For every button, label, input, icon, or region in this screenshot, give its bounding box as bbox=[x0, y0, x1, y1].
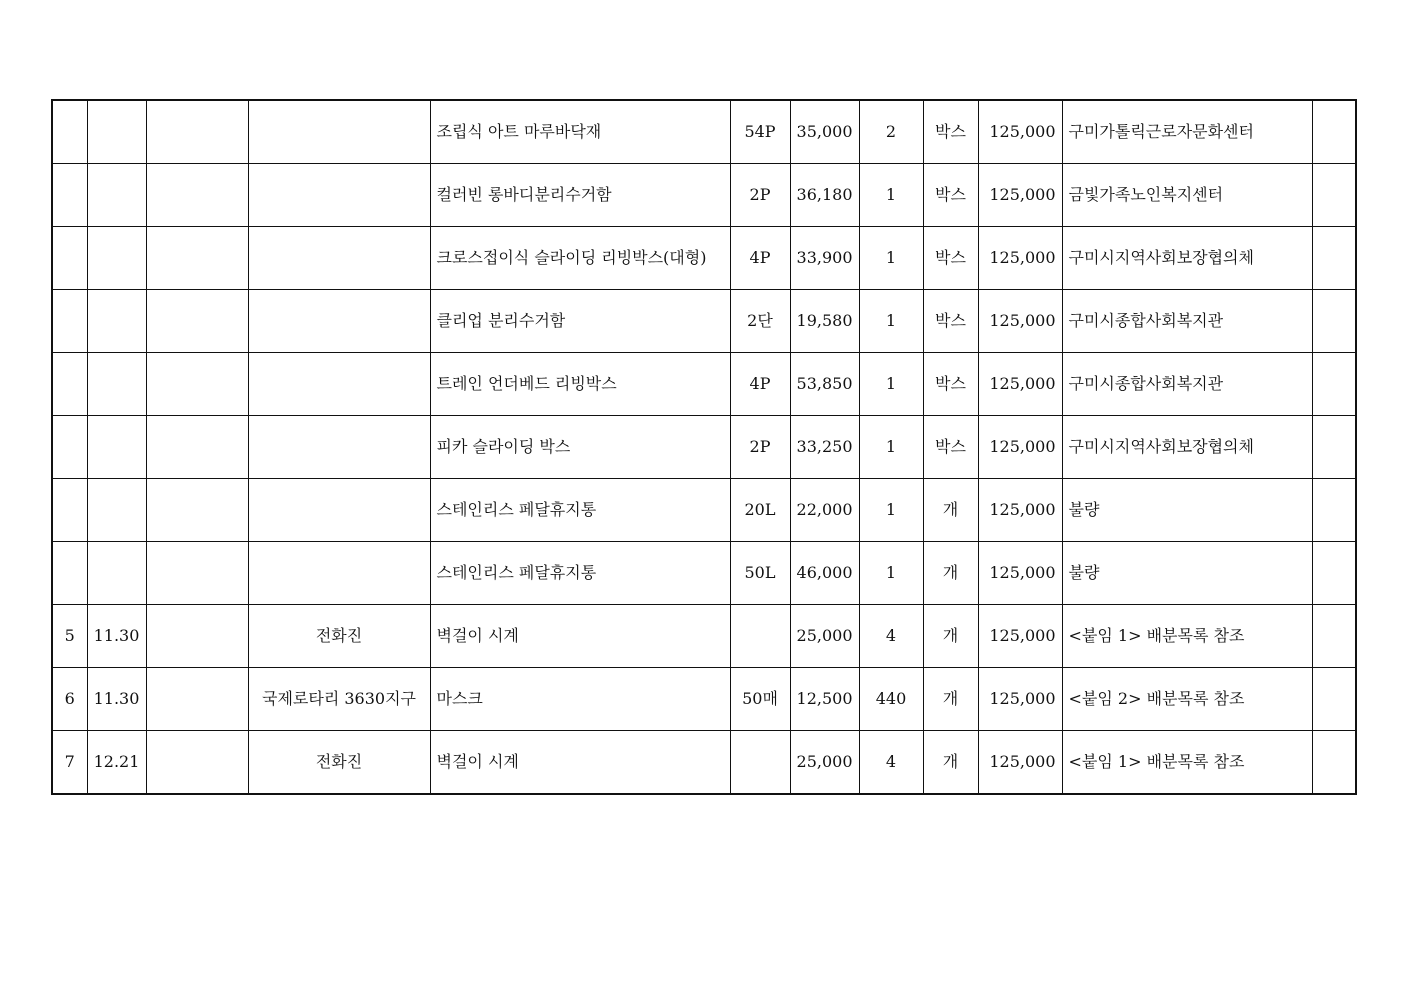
cell-spec: 2단 bbox=[730, 290, 790, 353]
cell-spec: 2P bbox=[730, 416, 790, 479]
cell-unit: 박스 bbox=[923, 416, 978, 479]
cell-no: 7 bbox=[52, 731, 87, 795]
cell-date bbox=[87, 479, 146, 542]
cell-no bbox=[52, 227, 87, 290]
cell-destination: 구미가톨릭근로자문화센터 bbox=[1062, 100, 1312, 164]
cell-qty: 1 bbox=[859, 164, 923, 227]
cell-qty: 1 bbox=[859, 416, 923, 479]
cell-donor bbox=[248, 479, 430, 542]
cell-date: 11.30 bbox=[87, 668, 146, 731]
cell-amount: 125,000 bbox=[978, 353, 1062, 416]
cell-unit: 박스 bbox=[923, 100, 978, 164]
table-row bbox=[52, 605, 1356, 668]
cell-qty: 1 bbox=[859, 353, 923, 416]
cell-no bbox=[52, 542, 87, 605]
cell-blank bbox=[146, 100, 248, 164]
cell-price: 25,000 bbox=[790, 731, 859, 795]
cell-blank bbox=[146, 605, 248, 668]
cell-item: 벽걸이 시계 bbox=[430, 605, 730, 668]
table-row bbox=[52, 353, 1356, 416]
cell-spec bbox=[730, 731, 790, 795]
cell-item: 스테인리스 페달휴지통 bbox=[430, 479, 730, 542]
cell-blank bbox=[146, 479, 248, 542]
cell-note bbox=[1312, 164, 1356, 227]
cell-spec: 20L bbox=[730, 479, 790, 542]
cell-donor bbox=[248, 164, 430, 227]
cell-item: 컬러빈 롱바디분리수거함 bbox=[430, 164, 730, 227]
cell-item: 크로스접이식 슬라이딩 리빙박스(대형) bbox=[430, 227, 730, 290]
cell-amount: 125,000 bbox=[978, 479, 1062, 542]
cell-price: 35,000 bbox=[790, 100, 859, 164]
cell-amount: 125,000 bbox=[978, 542, 1062, 605]
cell-qty: 4 bbox=[859, 731, 923, 795]
cell-spec: 2P bbox=[730, 164, 790, 227]
cell-spec: 54P bbox=[730, 100, 790, 164]
cell-destination: 구미시종합사회복지관 bbox=[1062, 290, 1312, 353]
cell-date bbox=[87, 100, 146, 164]
cell-spec: 50L bbox=[730, 542, 790, 605]
cell-price: 25,000 bbox=[790, 605, 859, 668]
cell-unit: 박스 bbox=[923, 290, 978, 353]
table-row bbox=[52, 164, 1356, 227]
cell-item: 스테인리스 페달휴지통 bbox=[430, 542, 730, 605]
table-row bbox=[52, 731, 1356, 795]
cell-no bbox=[52, 353, 87, 416]
cell-item: 마스크 bbox=[430, 668, 730, 731]
cell-amount: 125,000 bbox=[978, 100, 1062, 164]
cell-qty: 440 bbox=[859, 668, 923, 731]
cell-amount: 125,000 bbox=[978, 164, 1062, 227]
cell-date bbox=[87, 227, 146, 290]
cell-destination: <붙임 2> 배분목록 참조 bbox=[1062, 668, 1312, 731]
table-row bbox=[52, 479, 1356, 542]
cell-item: 조립식 아트 마루바닥재 bbox=[430, 100, 730, 164]
cell-note bbox=[1312, 731, 1356, 795]
cell-donor bbox=[248, 542, 430, 605]
cell-unit: 개 bbox=[923, 479, 978, 542]
cell-no: 5 bbox=[52, 605, 87, 668]
cell-date bbox=[87, 542, 146, 605]
cell-blank bbox=[146, 668, 248, 731]
cell-donor bbox=[248, 353, 430, 416]
cell-note bbox=[1312, 290, 1356, 353]
cell-destination: <붙임 1> 배분목록 참조 bbox=[1062, 605, 1312, 668]
cell-price: 19,580 bbox=[790, 290, 859, 353]
cell-date bbox=[87, 416, 146, 479]
cell-donor: 국제로타리 3630지구 bbox=[248, 668, 430, 731]
table-row bbox=[52, 542, 1356, 605]
cell-amount: 125,000 bbox=[978, 416, 1062, 479]
cell-date bbox=[87, 353, 146, 416]
cell-unit: 개 bbox=[923, 542, 978, 605]
cell-destination: 구미시지역사회보장협의체 bbox=[1062, 416, 1312, 479]
cell-note bbox=[1312, 353, 1356, 416]
cell-blank bbox=[146, 164, 248, 227]
cell-note bbox=[1312, 416, 1356, 479]
cell-donor bbox=[248, 227, 430, 290]
cell-donor bbox=[248, 290, 430, 353]
cell-note bbox=[1312, 100, 1356, 164]
table-row bbox=[52, 227, 1356, 290]
cell-note bbox=[1312, 227, 1356, 290]
cell-qty: 2 bbox=[859, 100, 923, 164]
cell-note bbox=[1312, 668, 1356, 731]
cell-price: 12,500 bbox=[790, 668, 859, 731]
cell-donor: 전화진 bbox=[248, 605, 430, 668]
cell-destination: 구미시종합사회복지관 bbox=[1062, 353, 1312, 416]
cell-unit: 박스 bbox=[923, 164, 978, 227]
cell-date: 11.30 bbox=[87, 605, 146, 668]
cell-blank bbox=[146, 416, 248, 479]
cell-price: 36,180 bbox=[790, 164, 859, 227]
cell-donor: 전화진 bbox=[248, 731, 430, 795]
cell-price: 53,850 bbox=[790, 353, 859, 416]
cell-price: 33,250 bbox=[790, 416, 859, 479]
cell-no bbox=[52, 416, 87, 479]
cell-blank bbox=[146, 542, 248, 605]
donation-table bbox=[51, 99, 1357, 795]
cell-spec: 4P bbox=[730, 353, 790, 416]
cell-unit: 박스 bbox=[923, 353, 978, 416]
cell-blank bbox=[146, 353, 248, 416]
cell-unit: 개 bbox=[923, 605, 978, 668]
cell-qty: 1 bbox=[859, 542, 923, 605]
cell-date bbox=[87, 290, 146, 353]
cell-item: 트레인 언더베드 리빙박스 bbox=[430, 353, 730, 416]
cell-amount: 125,000 bbox=[978, 668, 1062, 731]
cell-unit: 박스 bbox=[923, 227, 978, 290]
table-row bbox=[52, 100, 1356, 164]
cell-unit: 개 bbox=[923, 668, 978, 731]
cell-qty: 4 bbox=[859, 605, 923, 668]
cell-amount: 125,000 bbox=[978, 605, 1062, 668]
cell-donor bbox=[248, 100, 430, 164]
cell-item: 클리업 분리수거함 bbox=[430, 290, 730, 353]
cell-note bbox=[1312, 605, 1356, 668]
cell-destination: 불량 bbox=[1062, 479, 1312, 542]
cell-date: 12.21 bbox=[87, 731, 146, 795]
cell-destination: 금빛가족노인복지센터 bbox=[1062, 164, 1312, 227]
cell-qty: 1 bbox=[859, 479, 923, 542]
cell-no: 6 bbox=[52, 668, 87, 731]
cell-destination: <붙임 1> 배분목록 참조 bbox=[1062, 731, 1312, 795]
table-body bbox=[52, 100, 1356, 794]
cell-amount: 125,000 bbox=[978, 290, 1062, 353]
cell-unit: 개 bbox=[923, 731, 978, 795]
cell-blank bbox=[146, 227, 248, 290]
cell-item: 피카 슬라이딩 박스 bbox=[430, 416, 730, 479]
cell-date bbox=[87, 164, 146, 227]
cell-item: 벽걸이 시계 bbox=[430, 731, 730, 795]
cell-destination: 구미시지역사회보장협의체 bbox=[1062, 227, 1312, 290]
cell-no bbox=[52, 100, 87, 164]
cell-donor bbox=[248, 416, 430, 479]
cell-price: 22,000 bbox=[790, 479, 859, 542]
cell-qty: 1 bbox=[859, 290, 923, 353]
cell-price: 46,000 bbox=[790, 542, 859, 605]
cell-blank bbox=[146, 731, 248, 795]
cell-note bbox=[1312, 542, 1356, 605]
table-row bbox=[52, 668, 1356, 731]
table-row bbox=[52, 290, 1356, 353]
cell-price: 33,900 bbox=[790, 227, 859, 290]
cell-no bbox=[52, 164, 87, 227]
cell-blank bbox=[146, 290, 248, 353]
cell-no bbox=[52, 290, 87, 353]
cell-spec: 50매 bbox=[730, 668, 790, 731]
cell-spec: 4P bbox=[730, 227, 790, 290]
cell-qty: 1 bbox=[859, 227, 923, 290]
cell-amount: 125,000 bbox=[978, 731, 1062, 795]
cell-amount: 125,000 bbox=[978, 227, 1062, 290]
cell-spec bbox=[730, 605, 790, 668]
cell-no bbox=[52, 479, 87, 542]
cell-destination: 불량 bbox=[1062, 542, 1312, 605]
table-row bbox=[52, 416, 1356, 479]
cell-note bbox=[1312, 479, 1356, 542]
